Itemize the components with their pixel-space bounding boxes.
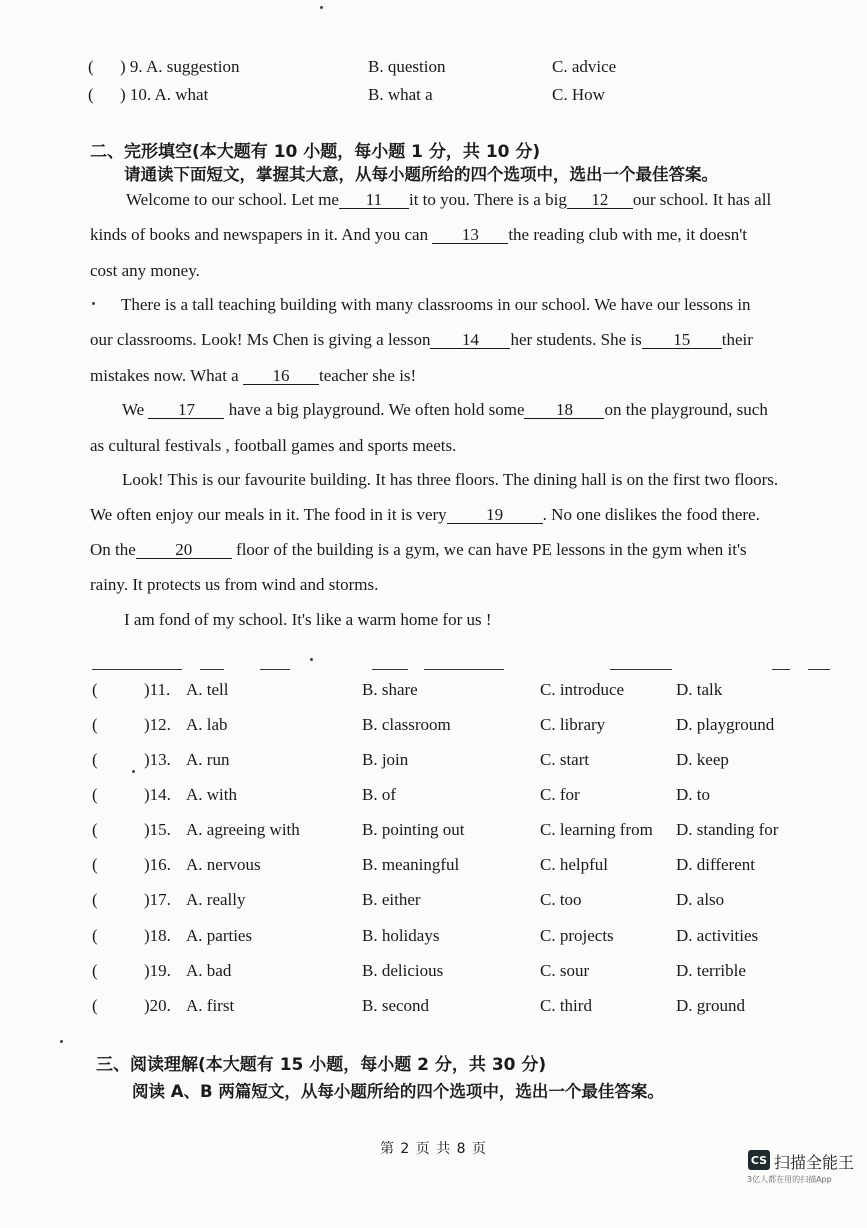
scan-line (610, 669, 672, 670)
option-d: D. also (676, 890, 725, 909)
answer-bracket: ( (92, 855, 98, 874)
option-a: A. really (186, 890, 246, 909)
blank-15: 15 (642, 331, 722, 349)
option-b: B. pointing out (362, 820, 465, 839)
answer-bracket: ( (92, 785, 98, 804)
watermark-subtitle: 3亿人都在用的扫描App (747, 1175, 832, 1184)
passage-line: rainy. It protects us from wind and storms. (90, 575, 379, 594)
blank-16: 16 (243, 367, 319, 385)
answer-bracket: ( (92, 926, 98, 945)
question-number: )18. (144, 926, 171, 945)
option-row (0, 890, 867, 912)
scan-speck (320, 6, 323, 9)
option-d: D. to (676, 785, 710, 804)
option-a: A. run (186, 750, 230, 769)
option-row (0, 855, 867, 877)
scan-speck (92, 302, 95, 305)
option-c: C. start (540, 750, 590, 769)
option-a: A. agreeing with (186, 820, 300, 839)
option-b: B. holidays (362, 926, 440, 945)
blank-18: 18 (524, 401, 604, 419)
question-number: )15. (144, 820, 171, 839)
section-2-instruction: 请通读下面短文，掌握其大意，从每小题所给的四个选项中，选出一个最佳答案。 (124, 165, 718, 184)
passage-line: There is a tall teaching building with many classrooms in our school. We have our lessons in (121, 295, 751, 314)
option-d: D. playground (676, 715, 775, 734)
option-b: B. of (362, 785, 396, 804)
section-3-instruction: 阅读 A、B 两篇短文，从每小题所给的四个选项中，选出一个最佳答案。 (132, 1082, 664, 1101)
option-d: D. standing for (676, 820, 779, 839)
scan-line (372, 669, 408, 670)
option-a: A. nervous (186, 855, 261, 874)
option-row (0, 961, 867, 983)
passage-line: I am fond of my school. It's like a warm home for us ! (124, 610, 492, 629)
question-number: )13. (144, 750, 171, 769)
passage-line: as cultural festivals , football games and sports meets. (90, 436, 457, 455)
option-row (0, 996, 867, 1018)
option-b: B. meaningful (362, 855, 460, 874)
question-stem: ) 10. A. what (120, 85, 209, 104)
scan-speck (132, 770, 135, 773)
answer-bracket: ( (92, 961, 98, 980)
option-row (0, 785, 867, 807)
question-number: )12. (144, 715, 171, 734)
option-c: C. third (540, 996, 592, 1015)
option-c: C. introduce (540, 680, 625, 699)
passage-line: mistakes now. What a 16 teacher she is! (90, 366, 417, 385)
blank-13: 13 (432, 226, 508, 244)
option-b: B. delicious (362, 961, 444, 980)
camscanner-logo-icon: CS (748, 1150, 770, 1170)
blank-17: 17 (148, 401, 224, 419)
option-c: C. advice (552, 57, 617, 76)
option-a: A. lab (186, 715, 228, 734)
option-b: B. second (362, 996, 430, 1015)
scan-line (260, 669, 290, 670)
option-a: A. bad (186, 961, 232, 980)
option-b: B. either (362, 890, 421, 909)
page-number: 第 2 页 共 8 页 (379, 1141, 488, 1157)
option-b: B. share (362, 680, 418, 699)
question-stem: ) 9. A. suggestion (120, 57, 240, 76)
option-d: D. keep (676, 750, 729, 769)
option-c: C. too (540, 890, 582, 909)
question-number: )17. (144, 890, 171, 909)
scan-line (424, 669, 504, 670)
option-c: C. helpful (540, 855, 608, 874)
option-a: A. first (186, 996, 235, 1015)
option-row (0, 926, 867, 948)
question-number: )11. (144, 680, 171, 699)
blank-19: 19 (447, 506, 543, 524)
blank-11: 11 (339, 191, 409, 209)
question-number: )20. (144, 996, 171, 1015)
answer-bracket: ( (92, 996, 98, 1015)
answer-bracket: ( (92, 820, 98, 839)
option-c: C. library (540, 715, 606, 734)
option-row (0, 680, 867, 702)
option-row (0, 715, 867, 737)
option-c: C. How (552, 85, 605, 104)
question-number: )19. (144, 961, 171, 980)
question-number: )16. (144, 855, 171, 874)
passage-line: We 17 have a big playground. We often hold some 18 on the playground, such (122, 400, 768, 419)
scan-line (92, 669, 182, 670)
option-a: A. parties (186, 926, 253, 945)
option-a: A. tell (186, 680, 229, 699)
section-2-title: 二、完形填空(本大题有 10 小题，每小题 1 分，共 10 分) (90, 142, 541, 162)
question-number: )14. (144, 785, 171, 804)
option-d: D. activities (676, 926, 759, 945)
section-3-title: 三、阅读理解(本大题有 15 小题，每小题 2 分，共 30 分) (96, 1055, 547, 1075)
passage-line: On the 20 floor of the building is a gym, we can have PE lessons in the gym when it's (90, 540, 747, 559)
option-b: B. question (368, 57, 446, 76)
option-d: D. terrible (676, 961, 746, 980)
option-a: A. with (186, 785, 237, 804)
passage-line: We often enjoy our meals in it. The food in it is very 19 . No one dislikes the food there. (90, 505, 760, 524)
passage-line: kinds of books and newspapers in it. And you can 13 the reading club with me, it doesn't (90, 225, 747, 244)
scan-line (772, 669, 790, 670)
option-d: D. ground (676, 996, 745, 1015)
option-b: B. what a (368, 85, 433, 104)
option-b: B. join (362, 750, 409, 769)
answer-bracket: ( (88, 85, 94, 104)
blank-12: 12 (567, 191, 633, 209)
scan-speck (310, 658, 313, 661)
blank-20: 20 (136, 541, 232, 559)
option-row (0, 820, 867, 842)
passage-line: our classrooms. Look! Ms Chen is giving a lesson 14 her students. She is 15 their (90, 330, 753, 349)
answer-bracket: ( (92, 750, 98, 769)
watermark-name: 扫描全能王 (774, 1153, 855, 1172)
option-d: D. different (676, 855, 755, 874)
answer-bracket: ( (92, 890, 98, 909)
passage-line: cost any money. (90, 261, 200, 280)
option-c: C. sour (540, 961, 590, 980)
passage-line: Welcome to our school. Let me 11 it to you. There is a big 12 our school. It has all (126, 190, 772, 209)
option-c: C. projects (540, 926, 614, 945)
answer-bracket: ( (92, 680, 98, 699)
option-b: B. classroom (362, 715, 451, 734)
scan-line (200, 669, 224, 670)
answer-bracket: ( (88, 57, 94, 76)
option-row (0, 750, 867, 772)
option-c: C. for (540, 785, 580, 804)
blank-14: 14 (430, 331, 510, 349)
scan-speck (60, 1040, 63, 1043)
option-d: D. talk (676, 680, 723, 699)
scan-line (808, 669, 830, 670)
passage-line: Look! This is our favourite building. It has three floors. The dining hall is on the first two floors. (122, 470, 779, 489)
answer-bracket: ( (92, 715, 98, 734)
option-c: C. learning from (540, 820, 653, 839)
